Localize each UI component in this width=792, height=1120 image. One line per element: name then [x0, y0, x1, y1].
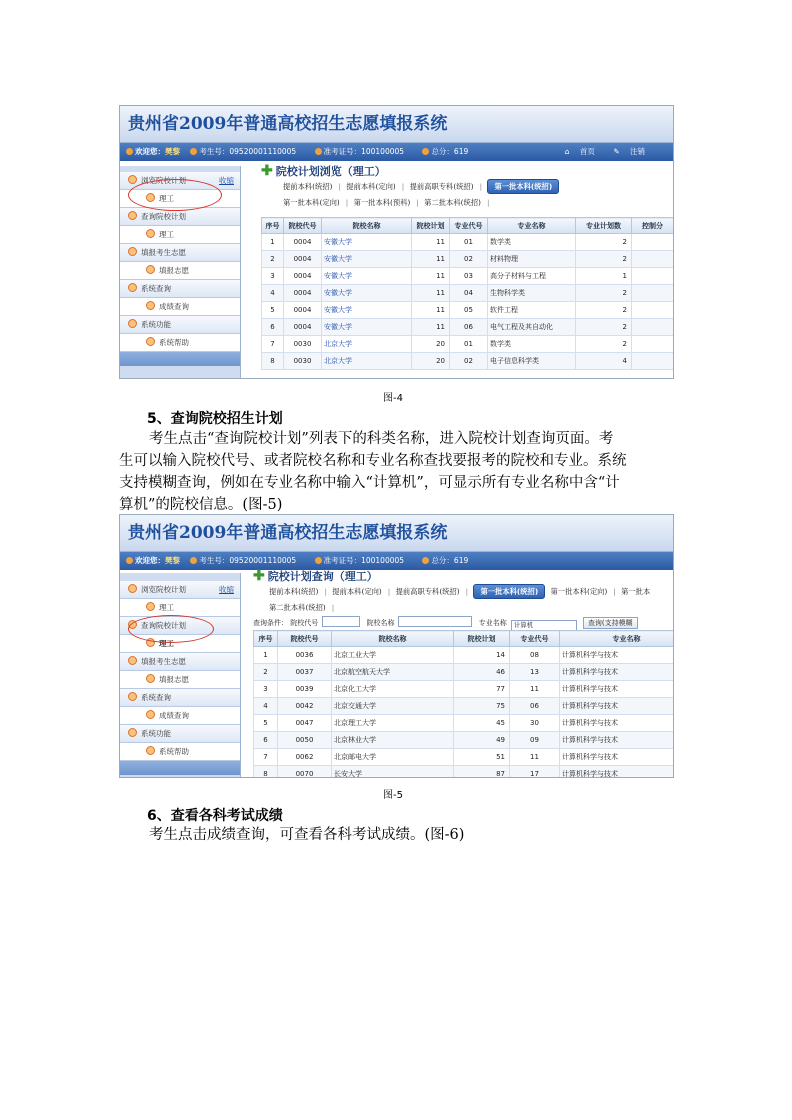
- table-cell: 0004: [284, 251, 322, 268]
- table-cell: [632, 285, 674, 302]
- table-cell: 北京工业大学: [332, 647, 454, 664]
- table-row: [262, 353, 674, 370]
- table-row: [254, 698, 675, 715]
- table-row: [254, 664, 675, 681]
- figure-5-caption: 图-5: [383, 790, 403, 801]
- table-cell[interactable]: 安徽大学: [322, 268, 412, 285]
- tab-item[interactable]: 提前本科(定向): [332, 587, 382, 596]
- sidebar-item-fill[interactable]: 填报考生志愿: [120, 653, 240, 671]
- table-cell: 1: [576, 268, 632, 285]
- table-cell: 长安大学: [332, 766, 454, 779]
- figure-4-caption: 图-4: [383, 393, 403, 404]
- table-cell: 北京交通大学: [332, 698, 454, 715]
- column-header: 院校名称: [322, 218, 412, 234]
- table-cell[interactable]: 安徽大学: [322, 319, 412, 336]
- column-header: 序号: [262, 218, 284, 234]
- column-header: 专业计划数: [576, 218, 632, 234]
- column-header: 专业名称: [560, 631, 675, 647]
- table-cell: 8: [254, 766, 278, 779]
- column-header: 院校名称: [332, 631, 454, 647]
- column-header: 专业名称: [488, 218, 576, 234]
- table-cell: 4: [262, 285, 284, 302]
- table-cell: 北京邮电大学: [332, 749, 454, 766]
- column-header: 专业代号: [510, 631, 560, 647]
- table-cell[interactable]: 北京大学: [322, 336, 412, 353]
- home-icon: ⌂: [564, 147, 570, 156]
- table-cell: 2: [576, 251, 632, 268]
- table-cell: 0042: [278, 698, 332, 715]
- batch-tabs: 提前本科(统招) | 提前本科(定向) | 提前高职专科(统招) | 第一批本科(统招): [261, 179, 673, 195]
- tab-item[interactable]: 提前本科(统招): [283, 182, 333, 191]
- page-title: ✚ 院校计划浏览（理工）: [261, 163, 386, 179]
- table-cell: 计算机科学与技术: [560, 749, 675, 766]
- plus-icon: ✚: [253, 568, 265, 584]
- table-cell: 6: [254, 732, 278, 749]
- column-header: 院校代号: [278, 631, 332, 647]
- table-cell: 0004: [284, 319, 322, 336]
- table-cell: 0030: [284, 353, 322, 370]
- table-cell: 5: [262, 302, 284, 319]
- table-row: [262, 302, 674, 319]
- sidebar-item-query-science[interactable]: 理工: [120, 635, 240, 653]
- ticket-icon: [315, 557, 322, 564]
- table-cell: 11: [412, 268, 450, 285]
- bullet-icon: [128, 211, 137, 220]
- table-cell: 电气工程及其自动化: [488, 319, 576, 336]
- table-cell: 6: [262, 319, 284, 336]
- bullet-icon: [128, 728, 137, 737]
- paragraph-line: 生可以输入院校代号、或者院校名称和专业名称查找要报考的院校和专业。系统: [119, 453, 627, 469]
- table-cell: 08: [510, 647, 560, 664]
- table-cell: 计算机科学与技术: [560, 681, 675, 698]
- id-icon: [190, 148, 197, 155]
- table-cell: 7: [254, 749, 278, 766]
- table-cell: 北京化工大学: [332, 681, 454, 698]
- figure-5-screenshot: [119, 514, 674, 778]
- query-result-table: [253, 630, 674, 778]
- highlight-ellipse: [128, 615, 214, 643]
- query-button[interactable]: 查询(支持模糊: [583, 617, 638, 629]
- table-cell: 0047: [278, 715, 332, 732]
- table-row: [254, 647, 675, 664]
- sidebar-item-score-query[interactable]: 成绩查询: [120, 707, 240, 725]
- table-cell: 电子信息科学类: [488, 353, 576, 370]
- table-cell: 数学类: [488, 336, 576, 353]
- sidebar: [120, 573, 241, 777]
- table-cell: 7: [262, 336, 284, 353]
- table-row: [262, 251, 674, 268]
- table-cell: [632, 234, 674, 251]
- tab-item[interactable]: 第一批本科(预科): [353, 198, 411, 207]
- table-cell: 北京航空航天大学: [332, 664, 454, 681]
- app-title: 贵州省2009年普通高校招生志愿填报系统: [120, 515, 673, 552]
- sidebar-item-system-func[interactable]: 系统功能: [120, 725, 240, 743]
- table-row: [262, 319, 674, 336]
- table-cell: 11: [510, 749, 560, 766]
- collapse-link[interactable]: 收缩: [219, 585, 234, 594]
- bullet-icon: [146, 746, 155, 755]
- table-cell: 30: [510, 715, 560, 732]
- bullet-icon: [146, 229, 155, 238]
- column-header: 院校计划: [412, 218, 450, 234]
- tab-item[interactable]: 第一批本科(定向): [550, 587, 608, 596]
- column-header: 控制分: [632, 218, 674, 234]
- id-icon: [190, 557, 197, 564]
- sidebar-item-browse-science[interactable]: 理工: [120, 190, 240, 208]
- table-cell: 05: [450, 302, 488, 319]
- batch-tabs-row2: 第一批本科(定向) | 第一批本科(预科) | 第二批本科(统招) |: [283, 198, 490, 207]
- table-cell: 11: [510, 681, 560, 698]
- bullet-icon: [146, 674, 155, 683]
- table-cell: 01: [450, 234, 488, 251]
- table-cell: 0004: [284, 285, 322, 302]
- bullet-icon: [128, 283, 137, 292]
- major-name-input[interactable]: 计算机: [511, 620, 577, 631]
- sidebar-item-browse[interactable]: 浏览院校计划 收缩: [120, 581, 240, 599]
- table-cell: 11: [412, 302, 450, 319]
- table-row: [254, 766, 675, 779]
- table-cell: 计算机科学与技术: [560, 766, 675, 779]
- sidebar-item-query[interactable]: 查询院校计划: [120, 208, 240, 226]
- plan-table: [261, 217, 674, 370]
- bullet-icon: [128, 584, 137, 593]
- paragraph-line: 考生点击成绩查询，可查看各科考试成绩。(图-6): [149, 827, 465, 843]
- table-cell: 4: [576, 353, 632, 370]
- table-cell: 高分子材料与工程: [488, 268, 576, 285]
- table-cell: 11: [412, 234, 450, 251]
- table-cell: [632, 251, 674, 268]
- tab-item[interactable]: 第二批本科(统招): [424, 198, 481, 207]
- sidebar-footer: [120, 761, 240, 775]
- table-cell: 北京林业大学: [332, 732, 454, 749]
- table-cell: 软件工程: [488, 302, 576, 319]
- table-cell[interactable]: 北京大学: [322, 353, 412, 370]
- sidebar-item-fill-wish[interactable]: 填报志愿: [120, 671, 240, 689]
- table-cell: 0050: [278, 732, 332, 749]
- bullet-icon: [128, 319, 137, 328]
- paragraph-line: 考生点击“查询院校计划”列表下的科类名称，进入院校计划查询页面。考: [149, 431, 614, 447]
- batch-tabs: 提前本科(统招) | 提前本科(定向) | 提前高职专科(统招) | 第一批本科(统招) 第一批本科(定向) | 第一批本: [253, 584, 673, 600]
- table-cell: 计算机科学与技术: [560, 698, 675, 715]
- bullet-icon: [146, 710, 155, 719]
- column-header: 专业代号: [450, 218, 488, 234]
- table-cell: 49: [454, 732, 510, 749]
- table-cell: 0062: [278, 749, 332, 766]
- query-conditions: 查询条件： 院校代号 院校名称 专业名称 计算机 查询(支持模糊: [253, 616, 673, 630]
- table-cell: 51: [454, 749, 510, 766]
- table-cell: 45: [454, 715, 510, 732]
- table-cell: 11: [412, 285, 450, 302]
- user-icon: [126, 557, 133, 564]
- table-cell: [632, 268, 674, 285]
- sidebar-item-query-science[interactable]: 理工: [120, 226, 240, 244]
- column-header: 院校代号: [284, 218, 322, 234]
- table-cell: 0004: [284, 234, 322, 251]
- paragraph-line: 支持模糊查询，例如在专业名称中输入“计算机”，可显示所有专业名称中含“计: [119, 475, 620, 491]
- table-cell: 生物科学类: [488, 285, 576, 302]
- main-panel: [253, 568, 673, 630]
- table-cell: 计算机科学与技术: [560, 732, 675, 749]
- collapse-link[interactable]: 收缩: [219, 176, 234, 185]
- table-cell: 09: [510, 732, 560, 749]
- table-cell: 87: [454, 766, 510, 779]
- table-cell: 2: [576, 234, 632, 251]
- table-cell: 0037: [278, 664, 332, 681]
- main-panel: [261, 163, 673, 211]
- section-6-heading: 6、查看各科考试成绩: [147, 808, 283, 824]
- table-cell: 0039: [278, 681, 332, 698]
- bullet-icon: [146, 602, 155, 611]
- table-cell: 0036: [278, 647, 332, 664]
- table-cell: [632, 302, 674, 319]
- bullet-icon: [128, 692, 137, 701]
- school-code-input[interactable]: [322, 616, 360, 627]
- table-cell: 06: [510, 698, 560, 715]
- tab-item[interactable]: 第二批本科(统招): [269, 603, 326, 612]
- bullet-icon: [128, 175, 137, 184]
- bullet-icon: [128, 247, 137, 256]
- table-cell: 8: [262, 353, 284, 370]
- tab-active[interactable]: 第一批本科(统招): [487, 179, 559, 194]
- table-cell: 0070: [278, 766, 332, 779]
- user-info-bar: 欢迎您：樊黎 考生号：09520001110005 准考证号：100100005 总分：619: [120, 552, 673, 570]
- sidebar-item-score-query[interactable]: 成绩查询: [120, 298, 240, 316]
- tab-item[interactable]: 提前本科(统招): [269, 587, 319, 596]
- table-cell: 0030: [284, 336, 322, 353]
- table-cell: 5: [254, 715, 278, 732]
- table-cell: 2: [576, 302, 632, 319]
- table-cell: 13: [510, 664, 560, 681]
- table-row: [254, 715, 675, 732]
- table-cell: 11: [412, 251, 450, 268]
- table-cell: 01: [450, 336, 488, 353]
- table-cell: [632, 353, 674, 370]
- table-cell[interactable]: 安徽大学: [322, 285, 412, 302]
- bullet-icon: [146, 337, 155, 346]
- table-cell: 2: [576, 336, 632, 353]
- table-cell: 2: [262, 251, 284, 268]
- table-cell: 0004: [284, 268, 322, 285]
- column-header: 院校计划: [454, 631, 510, 647]
- table-cell[interactable]: 安徽大学: [322, 234, 412, 251]
- table-cell: [632, 336, 674, 353]
- table-cell[interactable]: 安徽大学: [322, 251, 412, 268]
- sidebar-item-system-query[interactable]: 系统查询: [120, 689, 240, 707]
- sidebar-item-browse[interactable]: 浏览院校计划 收缩: [120, 172, 240, 190]
- school-name-input[interactable]: [398, 616, 472, 627]
- logout-link[interactable]: ✎ 注销: [613, 147, 645, 156]
- batch-tabs-row2: 第二批本科(统招) |: [269, 603, 335, 612]
- tab-item[interactable]: 提前高职专科(统招): [409, 182, 474, 191]
- table-cell: 02: [450, 251, 488, 268]
- table-cell: 北京理工大学: [332, 715, 454, 732]
- section-5-paragraph: [119, 428, 675, 516]
- bullet-icon: [146, 301, 155, 310]
- sidebar-item-query[interactable]: 查询院校计划: [120, 617, 240, 635]
- table-cell: 计算机科学与技术: [560, 664, 675, 681]
- tab-active[interactable]: 第一批本科(统招): [473, 584, 545, 599]
- table-cell: 02: [450, 353, 488, 370]
- table-cell: 3: [254, 681, 278, 698]
- table-cell: 75: [454, 698, 510, 715]
- sidebar-item-system-func[interactable]: 系统功能: [120, 316, 240, 334]
- table-cell: 计算机科学与技术: [560, 647, 675, 664]
- tab-item[interactable]: 第一批本科(定向): [283, 198, 340, 207]
- home-link[interactable]: ⌂ 首页: [564, 147, 595, 156]
- table-cell: 1: [262, 234, 284, 251]
- highlight-ellipse: [128, 179, 222, 211]
- app-title: 贵州省2009年普通高校招生志愿填报系统: [120, 106, 673, 143]
- score-icon: [422, 148, 429, 155]
- table-row: [262, 336, 674, 353]
- table-row: [262, 285, 674, 302]
- table-cell: 数学类: [488, 234, 576, 251]
- table-header-row: [254, 631, 675, 647]
- table-row: [262, 234, 674, 251]
- tab-item[interactable]: 提前本科(定向): [346, 182, 396, 191]
- table-cell: 材料物理: [488, 251, 576, 268]
- sidebar-footer: [120, 352, 240, 366]
- table-cell: 03: [450, 268, 488, 285]
- page-title: ✚ 院校计划查询（理工）: [253, 568, 378, 584]
- bullet-icon: [128, 656, 137, 665]
- table-cell: 77: [454, 681, 510, 698]
- table-cell: 14: [454, 647, 510, 664]
- table-cell: 4: [254, 698, 278, 715]
- table-cell: 2: [254, 664, 278, 681]
- table-cell: 20: [412, 336, 450, 353]
- table-cell: 计算机科学与技术: [560, 715, 675, 732]
- section-5-heading: 5、查询院校招生计划: [147, 411, 283, 427]
- table-cell: [632, 319, 674, 336]
- ticket-icon: [315, 148, 322, 155]
- table-cell: 2: [576, 319, 632, 336]
- table-cell: 06: [450, 319, 488, 336]
- user-icon: [126, 148, 133, 155]
- table-cell: 1: [254, 647, 278, 664]
- tab-item[interactable]: 提前高职专科(统招): [395, 587, 460, 596]
- paragraph-line: 算机”的院校信息。(图-5): [119, 497, 283, 513]
- score-icon: [422, 557, 429, 564]
- sidebar-item-fill[interactable]: 填报考生志愿: [120, 244, 240, 262]
- plus-icon: ✚: [261, 163, 273, 179]
- table-cell: 20: [412, 353, 450, 370]
- table-cell: 2: [576, 285, 632, 302]
- table-cell: 17: [510, 766, 560, 779]
- column-header: 序号: [254, 631, 278, 647]
- logout-icon: ✎: [613, 147, 620, 156]
- table-header-row: [262, 218, 674, 234]
- table-cell: 04: [450, 285, 488, 302]
- table-cell: 11: [412, 319, 450, 336]
- table-cell: 0004: [284, 302, 322, 319]
- sidebar-item-fill-wish[interactable]: 填报志愿: [120, 262, 240, 280]
- table-row: [254, 749, 675, 766]
- table-cell[interactable]: 安徽大学: [322, 302, 412, 319]
- sidebar-item-system-query[interactable]: 系统查询: [120, 280, 240, 298]
- bullet-icon: [146, 265, 155, 274]
- table-row: [254, 732, 675, 749]
- sidebar-item-help[interactable]: 系统帮助: [120, 334, 240, 352]
- figure-4-screenshot: [119, 105, 674, 379]
- sidebar-item-help[interactable]: 系统帮助: [120, 743, 240, 761]
- sidebar-item-browse-science[interactable]: 理工: [120, 599, 240, 617]
- tab-item[interactable]: 第一批本: [621, 587, 651, 596]
- table-cell: 46: [454, 664, 510, 681]
- table-row: [254, 681, 675, 698]
- section-6-paragraph: [119, 824, 675, 846]
- table-cell: 3: [262, 268, 284, 285]
- user-info-bar: 欢迎您：樊黎 考生号：09520001110005 准考证号：100100005 总分：619 ⌂ 首页 ✎ 注销: [120, 143, 673, 161]
- table-row: [262, 268, 674, 285]
